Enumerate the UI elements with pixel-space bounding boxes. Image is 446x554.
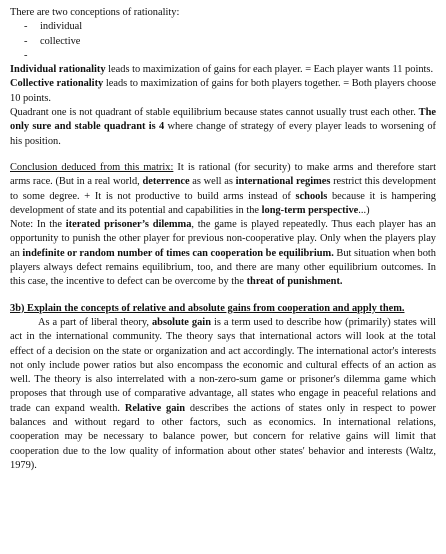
conclusion-text-3: restrict this development to some degree. + It is not productive to build arms instead of xyxy=(10,176,436,202)
quadrant-paragraph xyxy=(10,106,436,149)
stable-quadrant-emphasis: The only sure and stable quadrant is 4 xyxy=(10,107,436,133)
long-term-perspective-term: long-term perspective xyxy=(261,204,359,216)
gains-text-1: As a part of liberal theory, xyxy=(38,316,152,328)
collective-rationality-text: leads to maximization of gains for both players together. = Both players choose 10 points. xyxy=(10,78,437,104)
conceptions-intro: There are two conceptions of rationality: xyxy=(10,7,180,18)
international-regimes-term: international regimes xyxy=(235,176,331,188)
note-text-3: But situation when both players always defect remains equilibrium, too, and there are many other equilibrium outcomes. In this case, the incentive to defect can be overcome by the xyxy=(10,247,437,288)
collective-rationality-paragraph xyxy=(10,77,436,106)
list-item: - individual xyxy=(24,20,436,34)
note-text-2: , the game is played repeatedly. Thus each player has an opportunity to punish the other player for previous non-cooperative play. Only when the players play an xyxy=(10,219,436,259)
spacer xyxy=(10,290,436,302)
conclusion-text-2: as well as xyxy=(189,176,236,188)
conclusion-text-1: It is rational (for security) to make arms and therefore start arms race. (But in a real world, xyxy=(10,161,436,188)
relative-gain-term: Relative gain xyxy=(124,402,186,414)
gains-paragraph xyxy=(10,316,436,473)
iterated-dilemma-term: iterated prisoner’s dilemma xyxy=(65,219,192,231)
conclusion-text-5: ...) xyxy=(358,204,370,216)
spacer xyxy=(10,149,436,161)
cooperation-equilibrium-term: indefinite or random number of times can cooperation be equilibrium. xyxy=(22,247,334,259)
schools-term: schools xyxy=(295,190,328,202)
conclusion-text-4: because it is hampering development of state and its potential and capabilities in the xyxy=(10,190,436,216)
section-heading-3b: 3b) Explain the concepts of relative and absolute gains from cooperation and apply them. xyxy=(10,302,405,314)
individual-rationality-text: leads to maximization of gains for each player. = Each player wants 11 points. xyxy=(105,64,434,76)
deterrence-term: deterrence xyxy=(142,176,190,188)
conclusion-paragraph xyxy=(10,161,436,218)
conceptions-list xyxy=(10,20,436,63)
list-item: - collective xyxy=(24,35,436,49)
gains-text-2: is a term used to describe how (primarily) states will act in the international community. The theory says that international actors will look at the total effect of a decision on the state or organization and act accordingly. The international actor's interests not only include power ratios but also encompass the economic and cultural effects of an action as well. The theory is also interrelated with a non-zero-sum game or prisoner's dilemma game which proposes that through use of comparative advantage, all states who engage in peaceful relations and trade can expand wealth. xyxy=(10,316,437,414)
quadrant-text: Quadrant one is not quadrant of stable equilibrium because states cannot usually trust each other. xyxy=(10,107,419,119)
individual-rationality-term: Individual rationality xyxy=(10,64,106,76)
collective-rationality-term: Collective rationality xyxy=(10,78,104,90)
list-item xyxy=(24,49,436,63)
absolute-gain-term: absolute gain xyxy=(151,316,211,328)
individual-rationality-paragraph xyxy=(10,63,436,77)
note-paragraph xyxy=(10,218,436,289)
threat-of-punishment-term: threat of punishment. xyxy=(246,276,343,288)
gains-text-3: describes the actions of states only in respect to power balances and without regard to other factors, such as economics. In international relations, cooperation may be necessary to balance power, but concern for relative gains will limit that cooperation due to the low quality of information about other states' behavior and interests (Waltz, 1979). xyxy=(10,402,437,471)
quadrant-text-2: where change of strategy of every player leads to worsening of his position. xyxy=(10,121,437,147)
conclusion-heading: Conclusion deduced from this matrix: xyxy=(10,161,174,173)
note-text-1: Note: In the xyxy=(10,219,66,231)
